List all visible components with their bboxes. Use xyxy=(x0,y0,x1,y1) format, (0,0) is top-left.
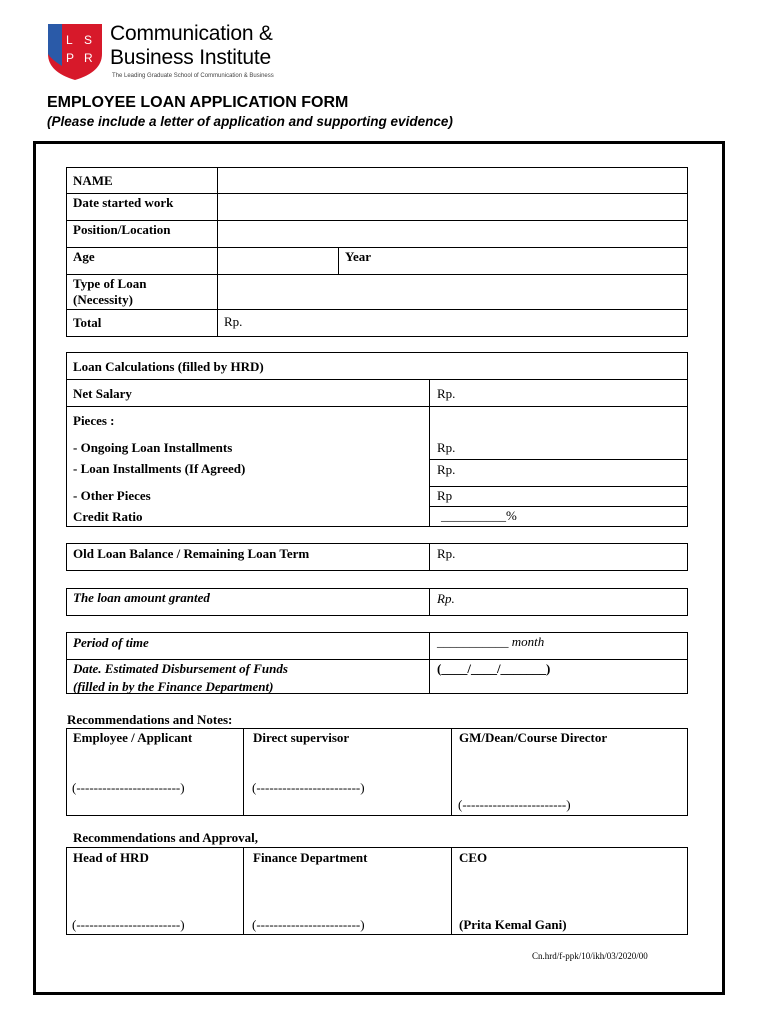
pieces-label: Pieces : xyxy=(73,413,115,428)
age-label: Age xyxy=(73,249,95,264)
finance-department-header: Finance Department xyxy=(253,850,368,865)
ceo-signature-name[interactable]: (Prita Kemal Gani) xyxy=(459,917,567,932)
hrd-signature-line[interactable]: (------------------------) xyxy=(72,917,185,932)
period-value[interactable]: ___________ month xyxy=(437,634,545,649)
disbursement-date-value[interactable]: (____/____/_______) xyxy=(437,661,551,676)
date-started-field[interactable] xyxy=(219,195,686,219)
form-subtitle: (Please include a letter of application and supporting evidence) xyxy=(47,114,453,129)
period-label: Period of time xyxy=(73,635,149,650)
date-started-label: Date started work xyxy=(73,195,174,210)
gm-dean-header: GM/Dean/Course Director xyxy=(459,730,608,745)
old-loan-value[interactable]: Rp. xyxy=(437,546,456,561)
approval-title: Recommendations and Approval, xyxy=(73,830,259,845)
employee-signature-line[interactable]: (------------------------) xyxy=(72,780,185,795)
net-salary-value[interactable]: Rp. xyxy=(437,386,456,401)
age-field[interactable] xyxy=(219,249,337,273)
form-code: Cn.hrd/f-ppk/10/ikh/03/2020/00 xyxy=(532,951,648,961)
other-pieces-value[interactable]: Rp xyxy=(437,488,453,503)
name-label: NAME xyxy=(73,173,113,188)
brand-name-line2: Business Institute xyxy=(110,46,271,69)
year-label: Year xyxy=(345,249,371,264)
recommendations-title: Recommendations and Notes: xyxy=(67,712,233,727)
ongoing-installments-label: - Ongoing Loan Installments xyxy=(73,440,233,455)
brand-tagline: The Leading Graduate School of Communication & Business xyxy=(112,73,274,79)
gm-dean-signature-line[interactable]: (------------------------) xyxy=(458,797,571,812)
employee-applicant-header: Employee / Applicant xyxy=(73,730,193,745)
type-of-loan-sublabel: (Necessity) xyxy=(73,292,133,307)
ongoing-installments-value[interactable]: Rp. xyxy=(437,440,456,455)
finance-signature-line[interactable]: (------------------------) xyxy=(252,917,365,932)
form-title: EMPLOYEE LOAN APPLICATION FORM xyxy=(47,94,349,111)
loan-calc-title: Loan Calculations (filled by HRD) xyxy=(73,359,264,374)
total-value[interactable]: Rp. xyxy=(224,314,243,329)
brand-name-line1: Communication & xyxy=(110,22,273,45)
position-label: Position/Location xyxy=(73,222,171,237)
old-loan-label: Old Loan Balance / Remaining Loan Term xyxy=(73,546,310,561)
agreed-installments-label: - Loan Installments (If Agreed) xyxy=(73,461,246,476)
svg-text:P: P xyxy=(66,51,75,65)
institute-logo xyxy=(46,20,104,82)
type-of-loan-label: Type of Loan xyxy=(73,276,147,291)
position-field[interactable] xyxy=(219,222,686,246)
type-of-loan-field[interactable] xyxy=(219,276,686,308)
head-hrd-header: Head of HRD xyxy=(73,850,149,865)
ceo-header: CEO xyxy=(459,850,488,865)
total-label: Total xyxy=(73,315,102,330)
other-pieces-label: - Other Pieces xyxy=(73,488,151,503)
direct-supervisor-header: Direct supervisor xyxy=(253,730,350,745)
supervisor-signature-line[interactable]: (------------------------) xyxy=(252,780,365,795)
svg-text:R: R xyxy=(84,51,93,65)
agreed-installments-value[interactable]: Rp. xyxy=(437,462,456,477)
disbursement-date-sublabel: (filled in by the Finance Department) xyxy=(73,679,274,694)
svg-text:L: L xyxy=(66,33,73,47)
credit-ratio-value[interactable]: __________% xyxy=(441,508,517,523)
disbursement-date-label: Date. Estimated Disbursement of Funds xyxy=(73,661,288,676)
granted-label: The loan amount granted xyxy=(73,590,210,605)
svg-text:S: S xyxy=(84,33,93,47)
granted-value[interactable]: Rp. xyxy=(437,591,455,606)
name-field[interactable] xyxy=(219,168,686,192)
net-salary-label: Net Salary xyxy=(73,386,132,401)
credit-ratio-label: Credit Ratio xyxy=(73,509,143,524)
